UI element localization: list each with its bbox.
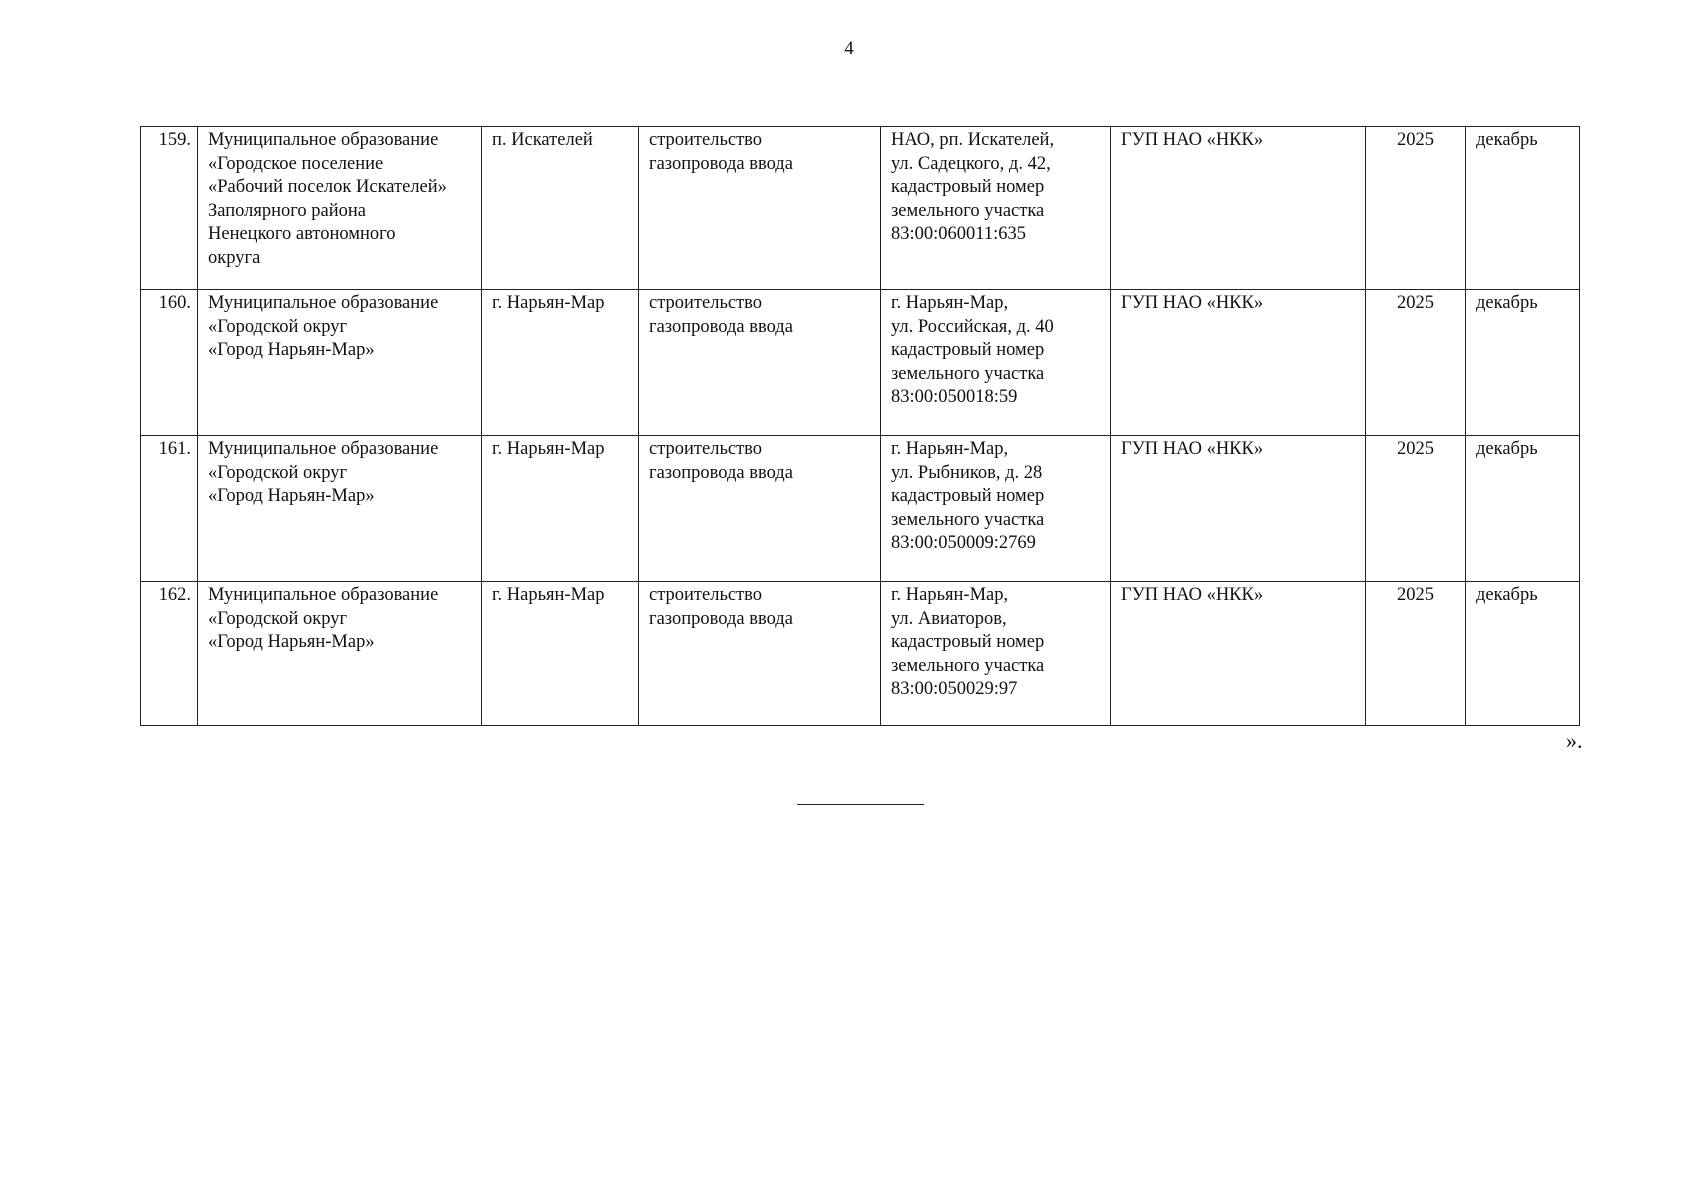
work-type-cell-line: строительство [649,439,763,459]
table-row [141,127,1580,290]
locality-cell-line: п. Искателей [492,130,593,150]
organization-cell: ГУП НАО «НКК» [1111,290,1366,436]
address-cell [881,582,1111,726]
address-cell [881,127,1111,290]
locality-cell-line: г. Нарьян-Мар [492,293,605,313]
locality-cell-line: г. Нарьян-Мар [492,439,605,459]
municipality-cell-line: Муниципальное образование [208,130,439,150]
month-cell: декабрь [1466,582,1580,726]
address-cell-line: г. Нарьян-Мар, [891,293,1009,313]
address-cell-line: кадастровый номер [891,486,1045,506]
table-row [141,290,1580,436]
work-type-cell [639,582,881,726]
address-cell-line: НАО, рп. Искателей, [891,130,1055,150]
municipality-cell-line: «Город Нарьян-Мар» [208,340,375,360]
address-cell-line: земельного участка [891,363,1045,384]
work-type-cell [639,436,881,582]
address-cell-line: земельного участка [891,655,1045,676]
year-cell: 2025 [1366,290,1466,436]
address-cell [881,290,1111,436]
work-type-cell-line: газопровода ввода [649,316,793,337]
municipality-cell-line: Муниципальное образование [208,585,439,605]
address-cell-line: земельного участка [891,509,1045,530]
closing-quote-mark: ». [1566,728,1583,753]
month-cell: декабрь [1466,127,1580,290]
page-number: 4 [844,38,854,59]
address-cell-line: ул. Садецкого, д. 42, [891,153,1051,174]
address-cell-line: г. Нарьян-Мар, [891,585,1009,605]
table-body [141,127,1580,726]
municipality-cell [198,290,482,436]
municipality-cell-line: Муниципальное образование [208,293,439,313]
address-cell-line: кадастровый номер [891,340,1045,360]
organization-cell: ГУП НАО «НКК» [1111,127,1366,290]
row-number-cell: 161. [141,436,198,582]
locality-cell [482,290,639,436]
locality-cell [482,582,639,726]
municipality-cell-line: Заполярного района [208,200,367,221]
table-row [141,436,1580,582]
work-type-cell [639,290,881,436]
municipality-cell-line: «Городской округ [208,608,348,629]
municipality-cell-line: «Городской округ [208,462,348,483]
work-type-cell-line: строительство [649,293,763,313]
work-type-cell-line: строительство [649,130,763,150]
organization-cell: ГУП НАО «НКК» [1111,436,1366,582]
municipality-cell-line: «Город Нарьян-Мар» [208,632,375,652]
locality-cell [482,127,639,290]
locality-cell-line: г. Нарьян-Мар [492,585,605,605]
row-number-cell: 160. [141,290,198,436]
end-of-document-rule [797,804,924,805]
address-cell [881,436,1111,582]
address-cell-line: 83:00:050029:97 [891,679,1018,699]
row-number-cell: 162. [141,582,198,726]
municipality-cell-line: «Город Нарьян-Мар» [208,486,375,506]
address-cell-line: 83:00:050018:59 [891,387,1018,407]
locality-cell [482,436,639,582]
municipality-cell [198,582,482,726]
municipality-cell-line: округа [208,247,261,268]
year-cell: 2025 [1366,582,1466,726]
organization-cell: ГУП НАО «НКК» [1111,582,1366,726]
municipality-cell-line: Муниципальное образование [208,439,439,459]
table-row [141,582,1580,726]
address-cell-line: 83:00:050009:2769 [891,533,1036,553]
work-type-cell [639,127,881,290]
gasification-schedule-table [140,126,1580,726]
work-type-cell-line: газопровода ввода [649,462,793,483]
address-cell-line: ул. Рыбников, д. 28 [891,462,1043,483]
month-cell: декабрь [1466,290,1580,436]
row-number-cell: 159. [141,127,198,290]
municipality-cell-line: Ненецкого автономного [208,224,396,244]
address-cell-line: ул. Российская, д. 40 [891,316,1054,337]
address-cell-line: кадастровый номер [891,177,1045,197]
month-cell: декабрь [1466,436,1580,582]
address-cell-line: ул. Авиаторов, [891,608,1007,629]
address-cell-line: г. Нарьян-Мар, [891,439,1009,459]
work-type-cell-line: строительство [649,585,763,605]
municipality-cell-line: «Городское поселение [208,153,384,174]
year-cell: 2025 [1366,436,1466,582]
address-cell-line: 83:00:060011:635 [891,224,1026,244]
municipality-cell-line: «Городской округ [208,316,348,337]
municipality-cell [198,436,482,582]
address-cell-line: кадастровый номер [891,632,1045,652]
municipality-cell [198,127,482,290]
address-cell-line: земельного участка [891,200,1045,221]
work-type-cell-line: газопровода ввода [649,608,793,629]
year-cell: 2025 [1366,127,1466,290]
work-type-cell-line: газопровода ввода [649,153,793,174]
municipality-cell-line: «Рабочий поселок Искателей» [208,177,447,197]
